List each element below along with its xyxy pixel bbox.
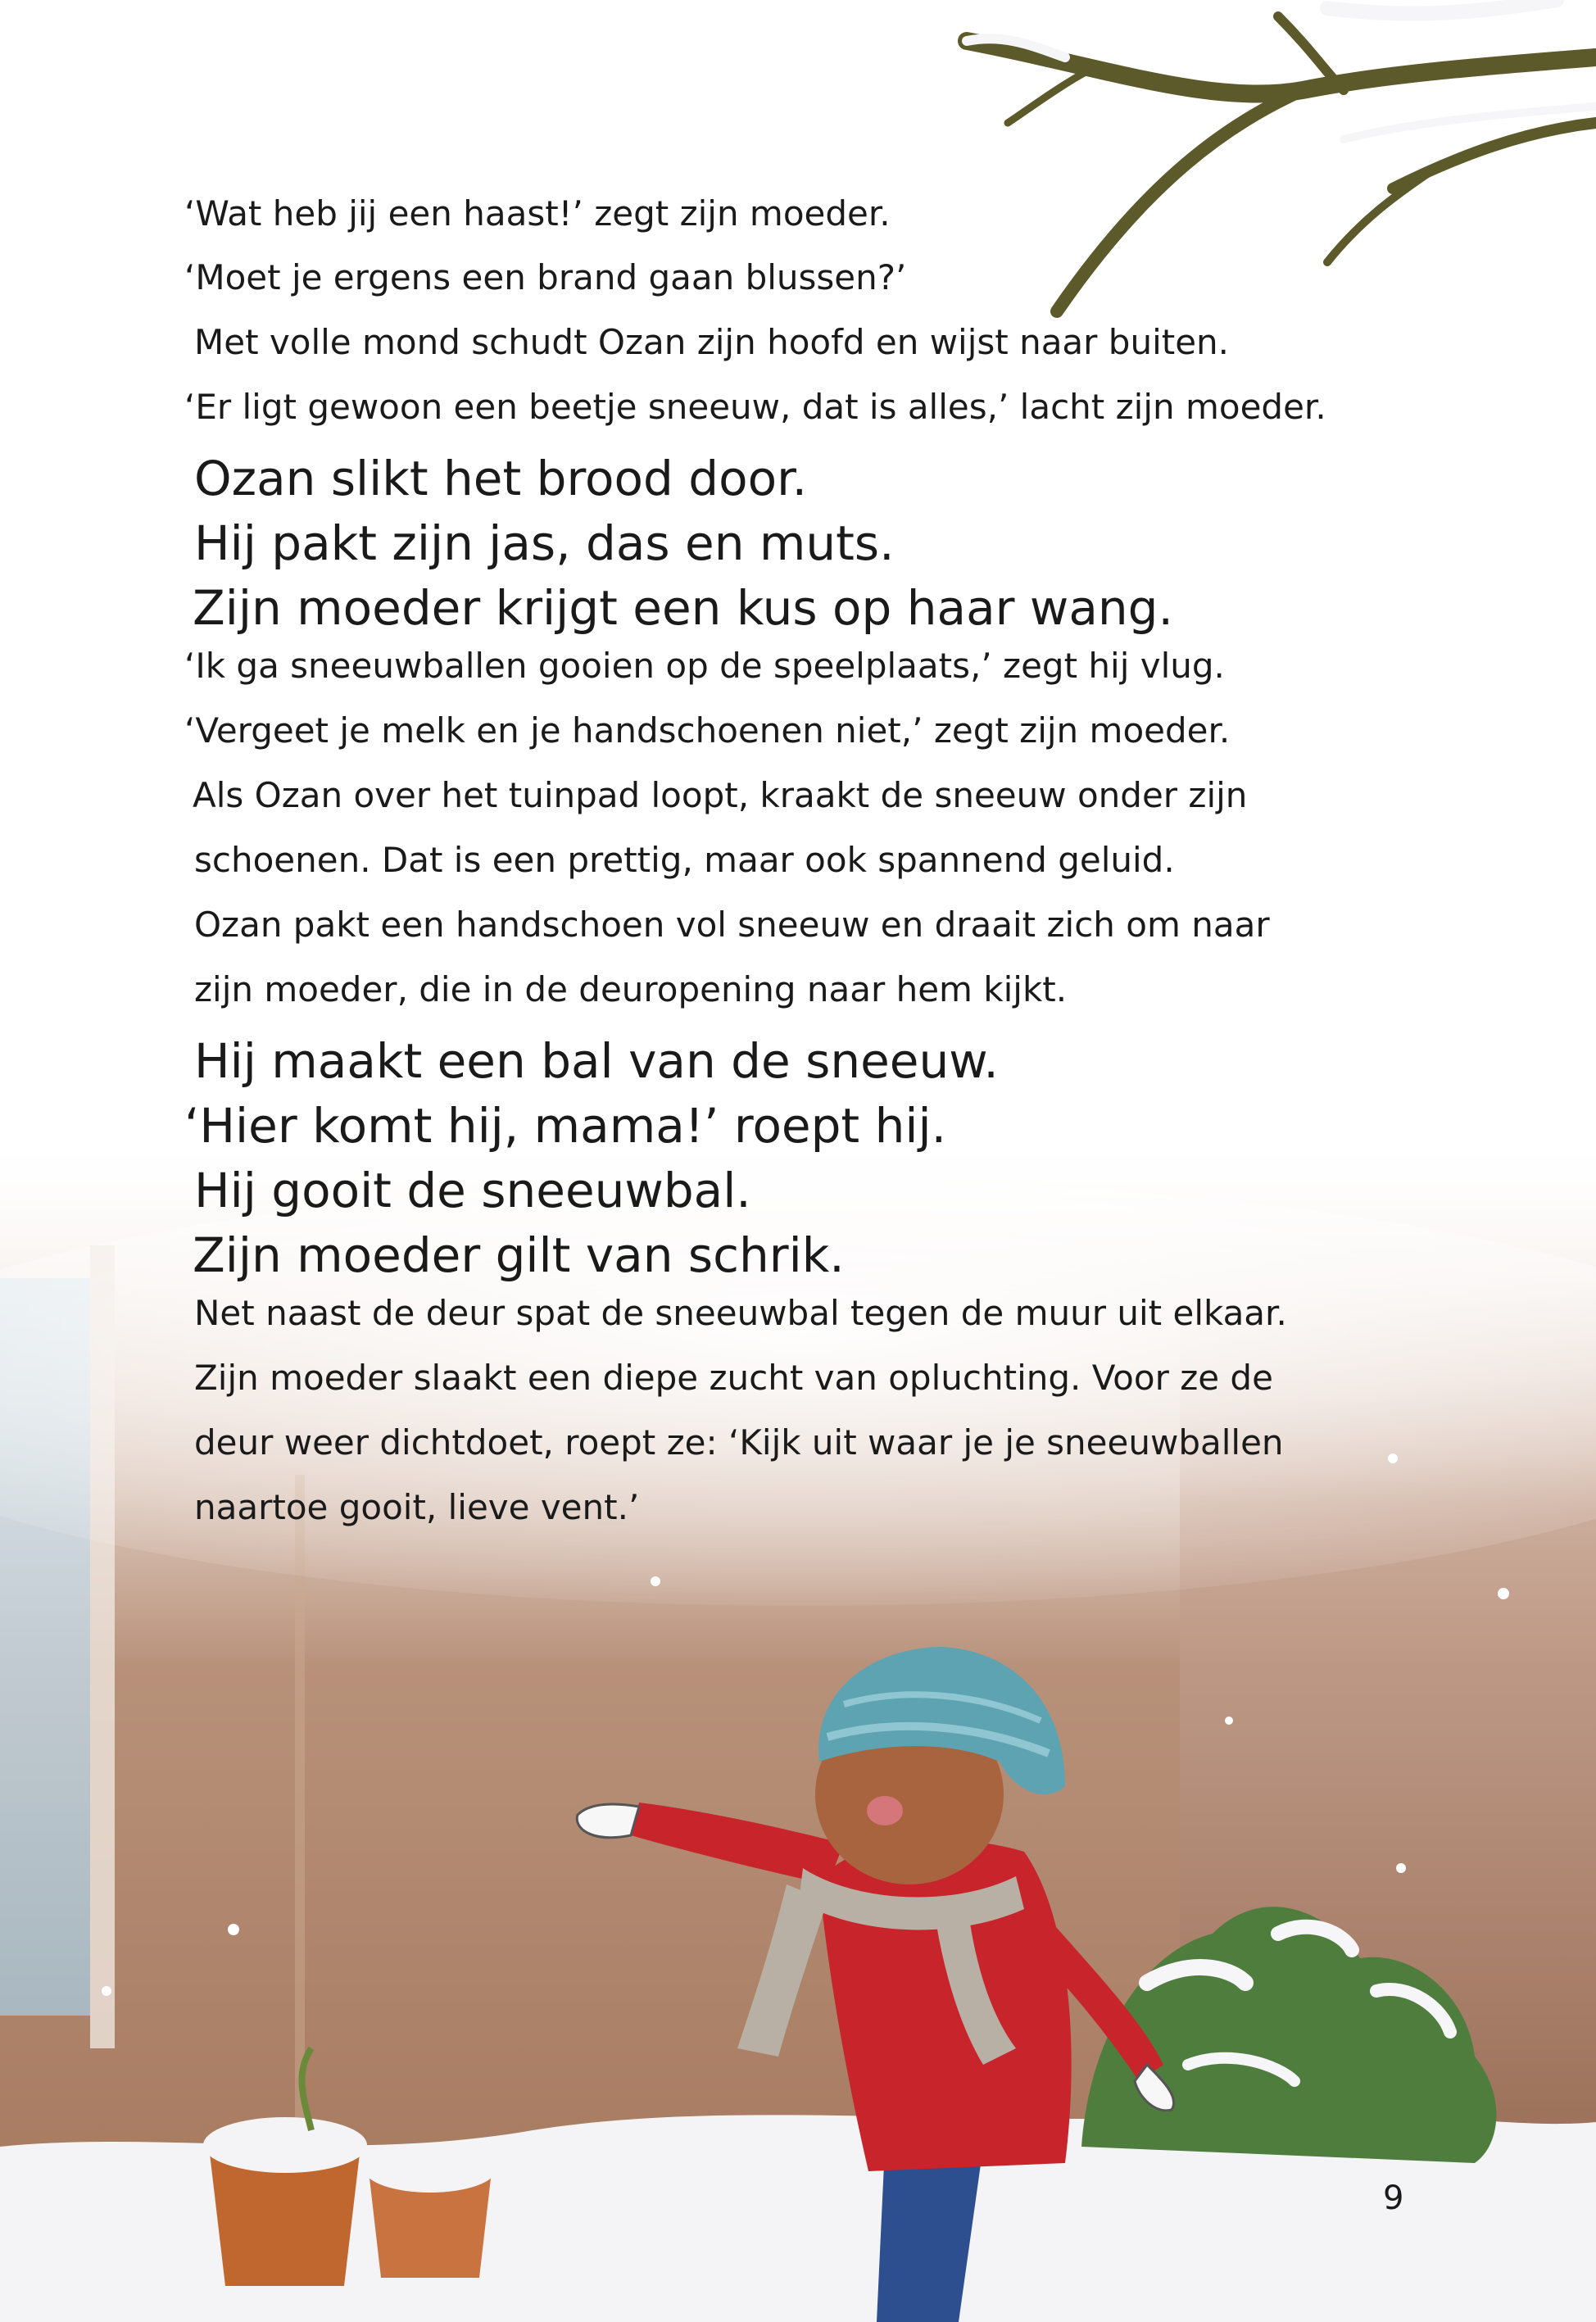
story-line: Ozan slikt het brood door.	[194, 451, 808, 506]
story-line: ‘Wat heb jij een haast!’ zegt zijn moeder.	[184, 193, 891, 234]
story-line: zijn moeder, die in de deuropening naar hem kijkt.	[194, 969, 1068, 1009]
story-line: naartoe gooit, lieve vent.’	[194, 1487, 640, 1527]
story-line: schoenen. Dat is een prettig, maar ook spannend geluid.	[194, 840, 1175, 880]
story-line: Zijn moeder gilt van schrik.	[193, 1227, 845, 1283]
story-line: ‘Moet je ergens een brand gaan blussen?’	[184, 257, 907, 297]
story-line: ‘Ik ga sneeuwballen gooien op de speelplaats,’ zegt hij vlug.	[184, 646, 1225, 686]
story-line: Hij maakt een bal van de sneeuw.	[194, 1033, 999, 1089]
story-line: Hij pakt zijn jas, das en muts.	[194, 515, 895, 571]
story-line: deur weer dichtdoet, roept ze: ‘Kijk uit waar je je sneeuwballen	[194, 1422, 1284, 1463]
story-line: ‘Hier komt hij, mama!’ roept hij.	[184, 1098, 947, 1154]
story-line: Net naast de deur spat de sneeuwbal tegen de muur uit elkaar.	[194, 1293, 1287, 1333]
page-number: 9	[1383, 2179, 1404, 2217]
story-line: Zijn moeder slaakt een diepe zucht van opluchting. Voor ze de	[194, 1358, 1273, 1398]
story-line: Met volle mond schudt Ozan zijn hoofd en wijst naar buiten.	[194, 322, 1230, 362]
story-line: Ozan pakt een handschoen vol sneeuw en draait zich om naar	[194, 905, 1270, 945]
story-line: Als Ozan over het tuinpad loopt, kraakt de sneeuw onder zijn	[193, 775, 1248, 815]
story-line: Hij gooit de sneeuwbal.	[194, 1163, 751, 1218]
tree-branch	[967, 0, 1596, 311]
story-line: ‘Vergeet je melk en je handschoenen niet,’ zegt zijn moeder.	[184, 710, 1231, 751]
story-line: Zijn moeder krijgt een kus op haar wang.	[193, 580, 1173, 636]
story-line: ‘Er ligt gewoon een beetje sneeuw, dat is alles,’ lacht zijn moeder.	[184, 387, 1326, 427]
